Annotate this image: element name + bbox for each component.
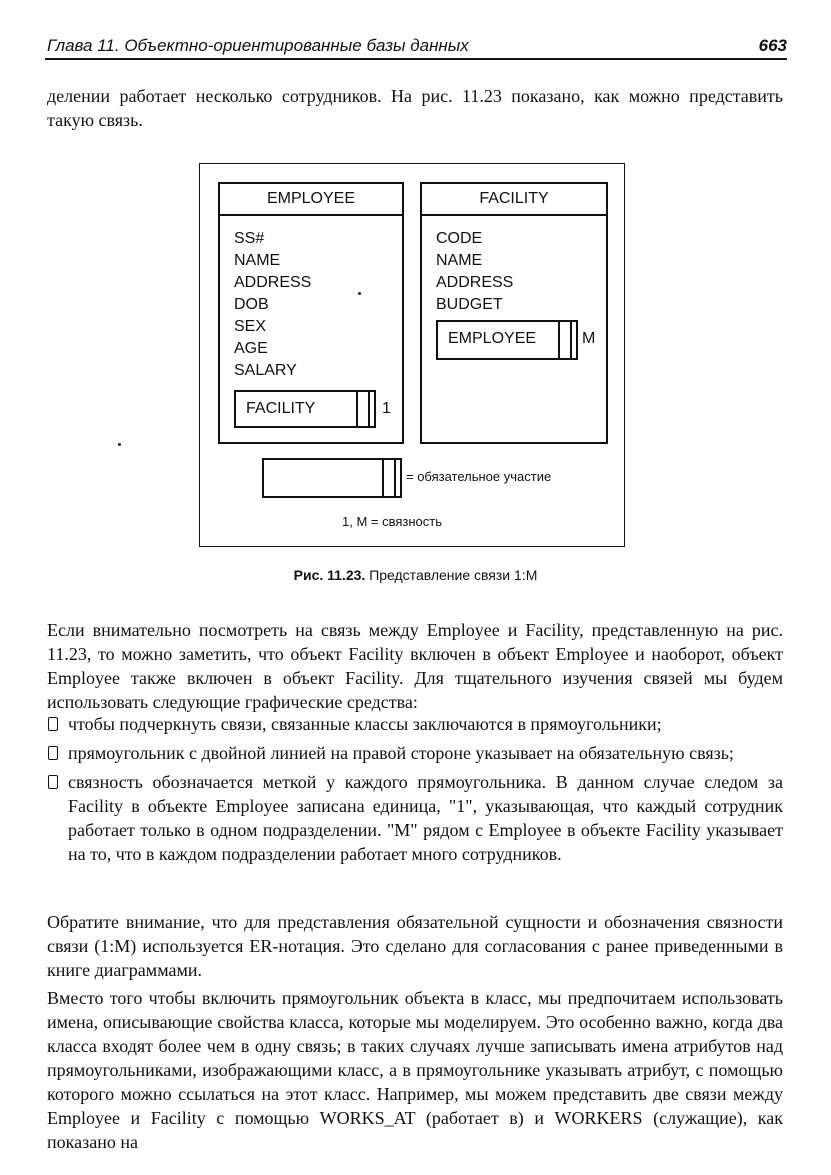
facility-inner-employee-box bbox=[436, 320, 578, 360]
facility-attribute: NAME bbox=[436, 252, 483, 269]
facility-class-box bbox=[420, 182, 608, 444]
list-item bbox=[47, 712, 783, 736]
paragraph-1: Если внимательно посмотреть на связь между Employee и Facility, представленную на рис. 11.23, то можно заметить, что объект Facility включен в объект Employee и наоборот, объект Employee также включен в объект Facility. Для тщательного изучения связей мы будем использовать следующие графические средства: bbox=[47, 620, 783, 712]
list-item bbox=[47, 741, 783, 765]
intro-paragraph: делении работает несколько сотрудников. На рис. 11.23 показано, как можно представить такую связь. bbox=[47, 86, 783, 130]
employee-attribute: DOB bbox=[234, 296, 269, 313]
employee-attribute: SEX bbox=[234, 318, 267, 335]
facility-attribute: BUDGET bbox=[436, 296, 503, 313]
mandatory-double-line bbox=[382, 460, 396, 496]
facility-class-name: FACILITY bbox=[422, 184, 606, 216]
employee-attribute: SALARY bbox=[234, 362, 297, 379]
legend-mandatory-text: = обязательное участие bbox=[406, 469, 552, 484]
chapter-title: Глава 11. Объектно-ориентированные базы данных bbox=[47, 36, 469, 55]
list-item-text: связность обозначается меткой у каждого прямоугольника. В данном случае следом за Facility в объекте Employee записана единица, "1", указывающая, что каждый сотрудник работает только в одном подразделении. "M" рядом с Employee в объекте Facility указывает на то, что в каждом подразделении работает много сотрудников. bbox=[68, 772, 783, 864]
bullet-marker bbox=[48, 717, 58, 731]
running-header bbox=[45, 36, 787, 60]
bullet-list bbox=[47, 712, 783, 871]
facility-attribute: CODE bbox=[436, 230, 483, 247]
inner-class-label: EMPLOYEE bbox=[448, 330, 537, 347]
legend-mandatory-box bbox=[262, 458, 402, 498]
figure-number: Рис. 11.23. bbox=[293, 567, 366, 583]
list-item bbox=[47, 770, 783, 866]
employee-attribute: ADDRESS bbox=[234, 274, 312, 291]
employee-attributes bbox=[234, 228, 311, 382]
paragraph-2: Обратите внимание, что для представления обязательной сущности и обозначения связности связи (1:M) используется ER-нотация. Это сделано для согласования с ранее приведенными в книге диаграммами. bbox=[47, 912, 783, 980]
page-number: 663 bbox=[758, 36, 787, 55]
employee-class-name: EMPLOYEE bbox=[220, 184, 402, 216]
cardinality-label: M bbox=[582, 330, 596, 347]
stray-dot bbox=[118, 443, 121, 446]
list-item-text: прямоугольник с двойной линией на правой стороне указывает на обязательную связь; bbox=[68, 743, 734, 763]
employee-inner-facility-box bbox=[234, 390, 376, 428]
stray-dot bbox=[358, 292, 361, 295]
figure-caption bbox=[0, 567, 831, 583]
inner-class-label: FACILITY bbox=[246, 400, 316, 417]
figure-diagram bbox=[199, 163, 625, 547]
cardinality-label: 1 bbox=[382, 400, 391, 417]
employee-attribute: NAME bbox=[234, 252, 281, 269]
bullet-marker bbox=[48, 746, 58, 760]
legend-connectivity-text: 1, M = связность bbox=[342, 514, 442, 529]
mandatory-double-line bbox=[356, 392, 370, 426]
employee-attribute: AGE bbox=[234, 340, 268, 357]
figure-caption-text: Представление связи 1:M bbox=[369, 567, 538, 583]
employee-attribute: SS# bbox=[234, 230, 265, 247]
bullet-marker bbox=[48, 775, 58, 789]
paragraph-3: Вместо того чтобы включить прямоугольник объекта в класс, мы предпочитаем использовать имена, описывающие свойства класса, которые мы моделируем. Это особенно важно, когда два класса входят более чем в одну связь; в таких случаях лучше записывать имена атрибутов над прямоугольниками, изображающими класс, а в прямоугольнике указывать атрибут, с помощью которого можно ссылаться на этот класс. Например, мы можем представить две связи между Employee и Facility с помощью WORKS_AT (работает в) и WORKERS (служащие), как показано на bbox=[47, 988, 783, 1152]
mandatory-double-line bbox=[558, 322, 572, 358]
list-item-text: чтобы подчеркнуть связи, связанные классы заключаются в прямоугольники; bbox=[68, 714, 662, 734]
employee-class-box bbox=[218, 182, 404, 444]
facility-attributes bbox=[436, 228, 513, 316]
facility-attribute: ADDRESS bbox=[436, 274, 514, 291]
